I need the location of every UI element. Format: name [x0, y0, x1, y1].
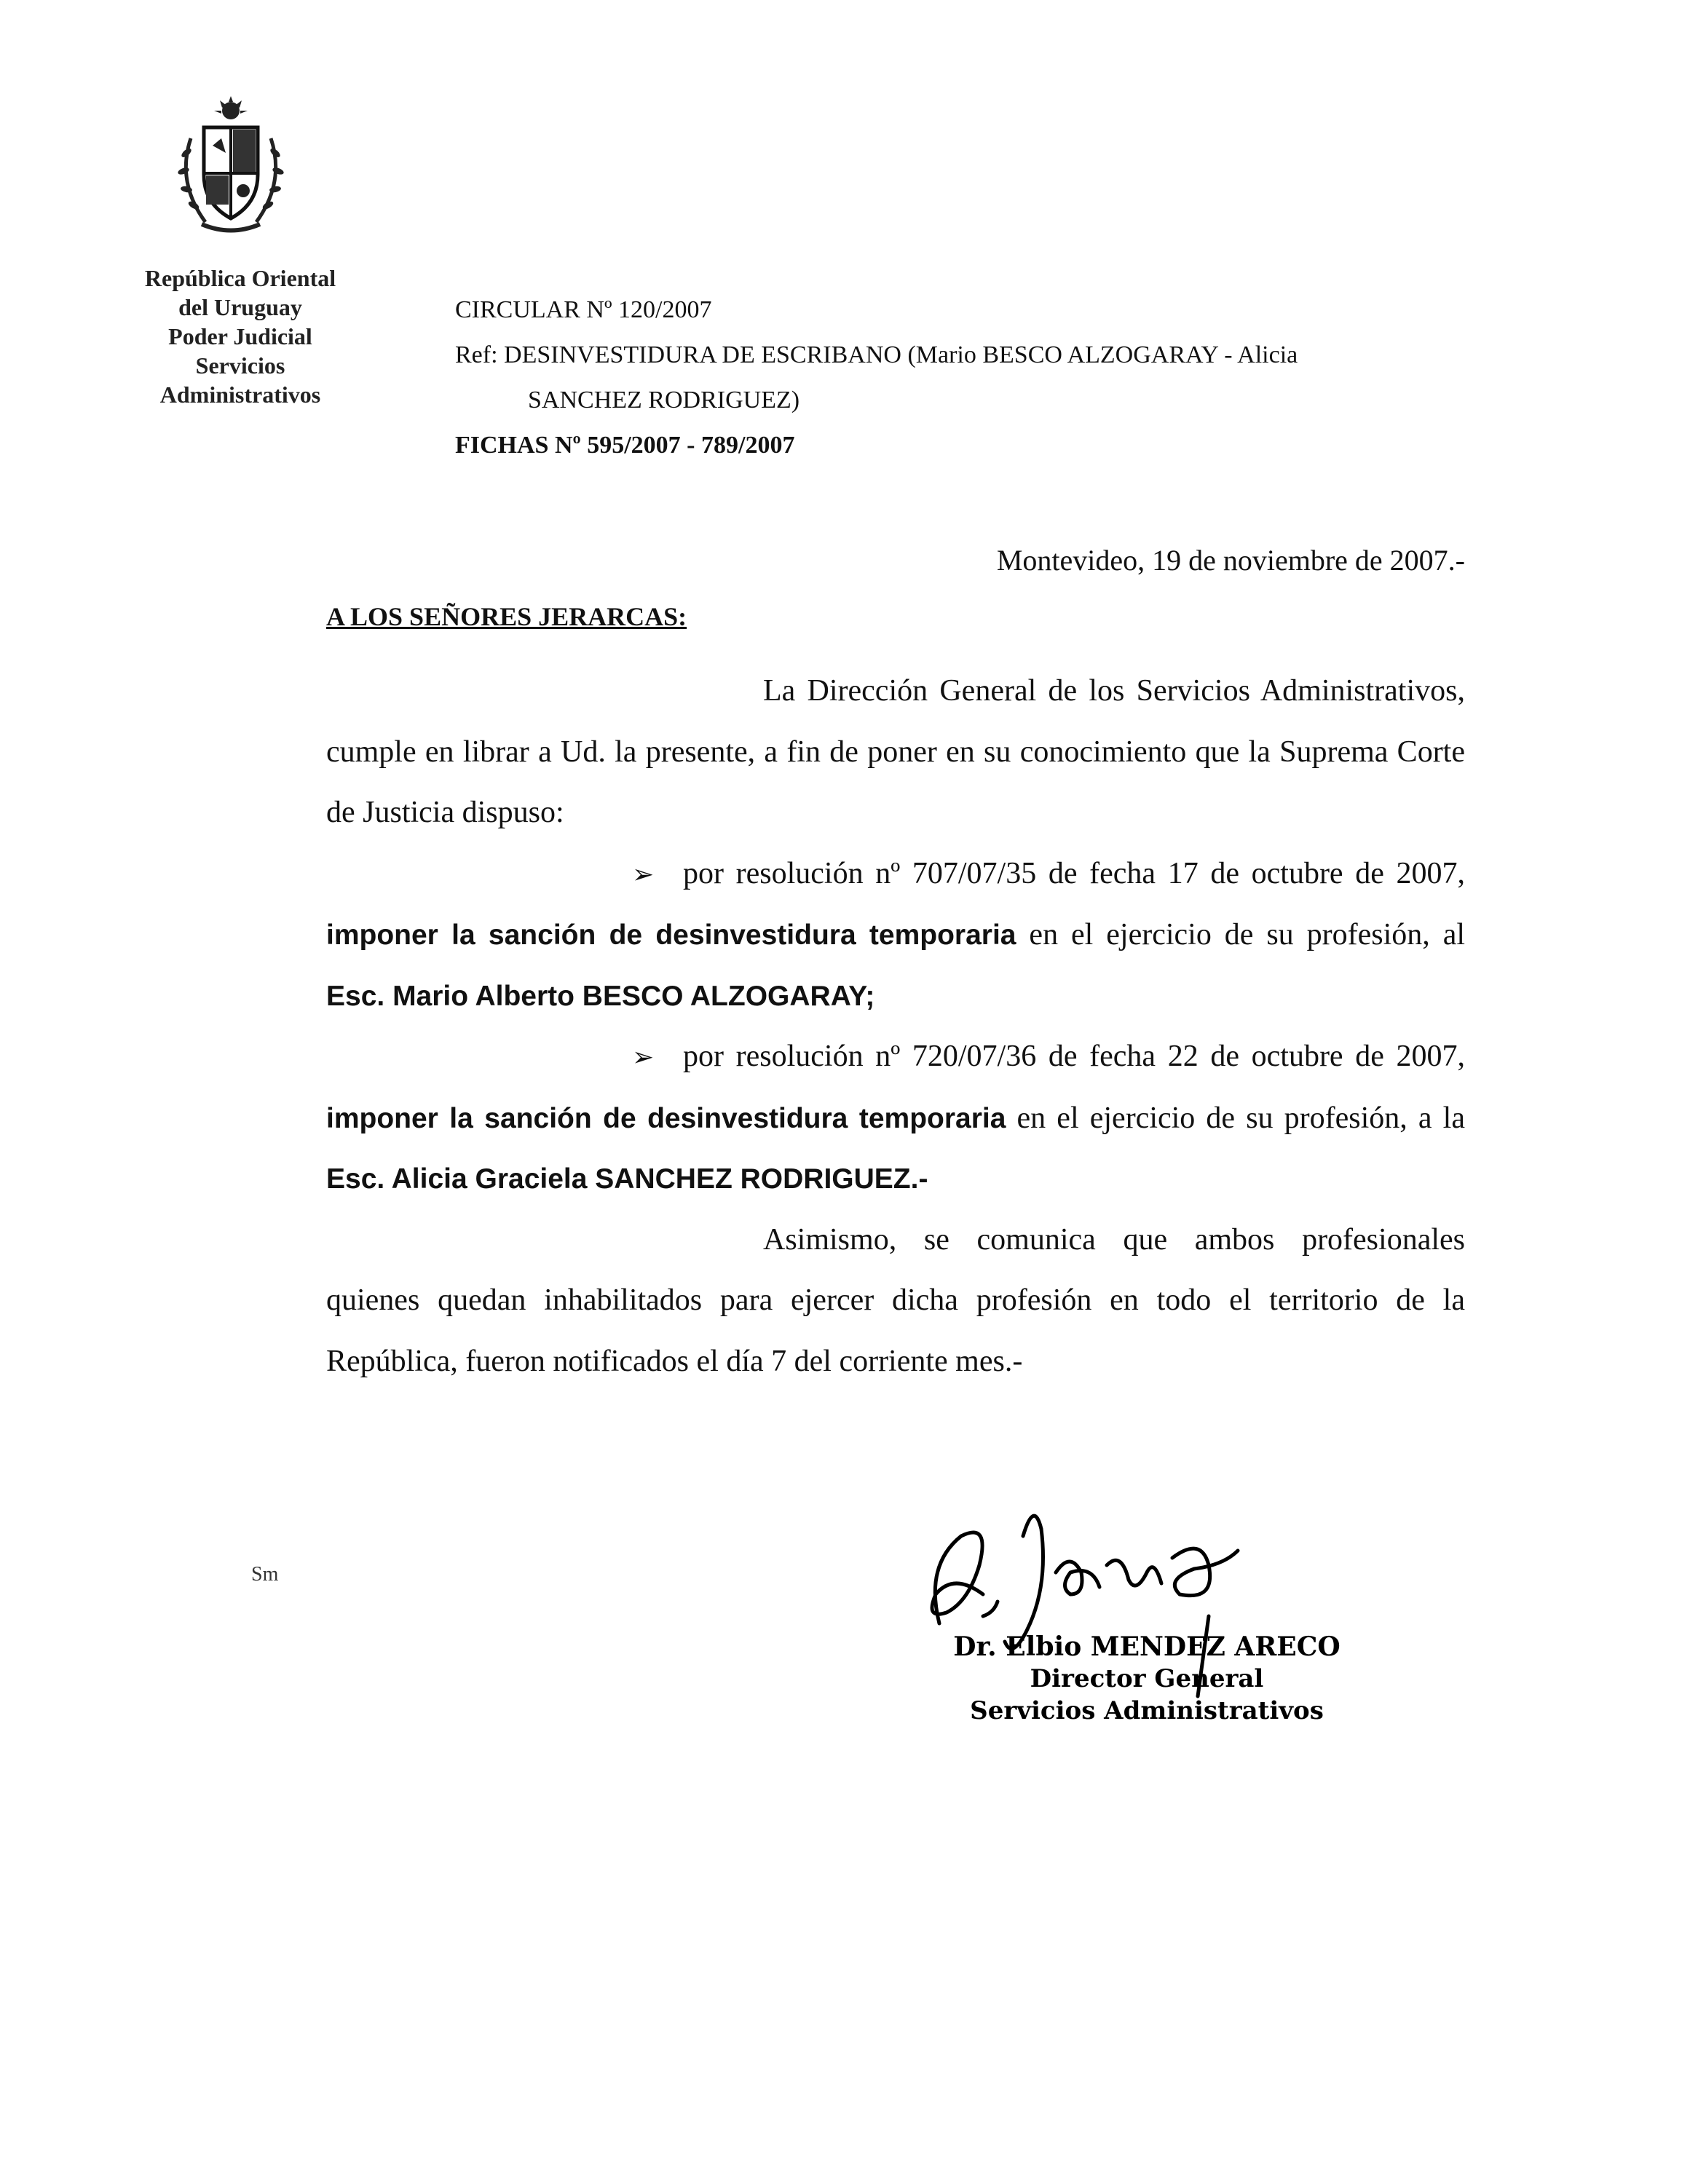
arrow-bullet-icon: ➢: [632, 859, 655, 890]
reference-line-2: SANCHEZ RODRIGUEZ): [528, 387, 800, 414]
typist-initials: Sm: [251, 1563, 279, 1586]
item2-context: en el ejercicio de su profesión, a la: [1006, 1101, 1465, 1135]
letter-body: [326, 661, 1465, 1392]
item1-context: en el ejercicio de su profesión, al: [1016, 918, 1466, 951]
item1-sanction: imponer la sanción de desinvestidura temporaria: [326, 919, 1016, 951]
item1-notary-name: Esc. Mario Alberto BESCO ALZOGARAY;: [326, 980, 875, 1012]
closing-paragraph: Asimismo, se comunica que ambos profesionales quienes quedan inhabilitados para ejercer dicha profesión en todo el territorio de la República, fueron notificados el día 7 del corriente mes.-: [326, 1222, 1465, 1378]
circular-number: CIRCULAR Nº 120/2007: [455, 296, 712, 323]
letterhead-line-5: Administrativos: [159, 381, 321, 408]
item2-text: por resolución nº 720/07/36 de fecha 22 de octubre de 2007,: [683, 1040, 1465, 1073]
signatory-office: Servicios Administrativos: [970, 1696, 1324, 1725]
resolution-item-2: [326, 1026, 1465, 1210]
document-date: Montevideo, 19 de noviembre de 2007.-: [996, 544, 1465, 577]
intro-paragraph: La Dirección General de los Servicios Administrativos, cumple en librar a Ud. la presente, a fin de poner en su conocimiento que la Suprema Corte de Justicia dispuso:: [326, 674, 1465, 829]
signatory-title: Director General: [1030, 1664, 1264, 1693]
letterhead-line-3: Poder Judicial: [168, 323, 312, 349]
fichas-line: FICHAS Nº 595/2007 - 789/2007: [455, 432, 795, 459]
letterhead-line-1: República Oriental: [144, 265, 336, 291]
arrow-bullet-icon: ➢: [632, 1042, 655, 1072]
signatory-name: Dr. Elbio MENDEZ ARECO: [953, 1631, 1341, 1662]
item2-sanction: imponer la sanción de desinvestidura temporaria: [326, 1102, 1006, 1134]
item1-text: por resolución nº 707/07/35 de fecha 17 de octubre de 2007,: [683, 856, 1465, 890]
circular-header: [455, 288, 1474, 468]
coat-of-arms-icon: [169, 95, 293, 240]
institution-letterhead: [109, 264, 371, 409]
letterhead-line-4: Servicios: [195, 352, 285, 379]
salutation: A LOS SEÑORES JERARCAS:: [326, 602, 687, 631]
signatory: [950, 1631, 1343, 1727]
reference-line-1: Ref: DESINVESTIDURA DE ESCRIBANO (Mario BESCO ALZOGARAY - Alicia: [455, 341, 1298, 368]
item2-notary-name: Esc. Alicia Graciela SANCHEZ RODRIGUEZ.-: [326, 1163, 928, 1195]
resolution-item-1: [326, 844, 1465, 1027]
signature-block: [896, 1485, 1347, 1747]
letterhead-line-2: del Uruguay: [178, 294, 302, 320]
